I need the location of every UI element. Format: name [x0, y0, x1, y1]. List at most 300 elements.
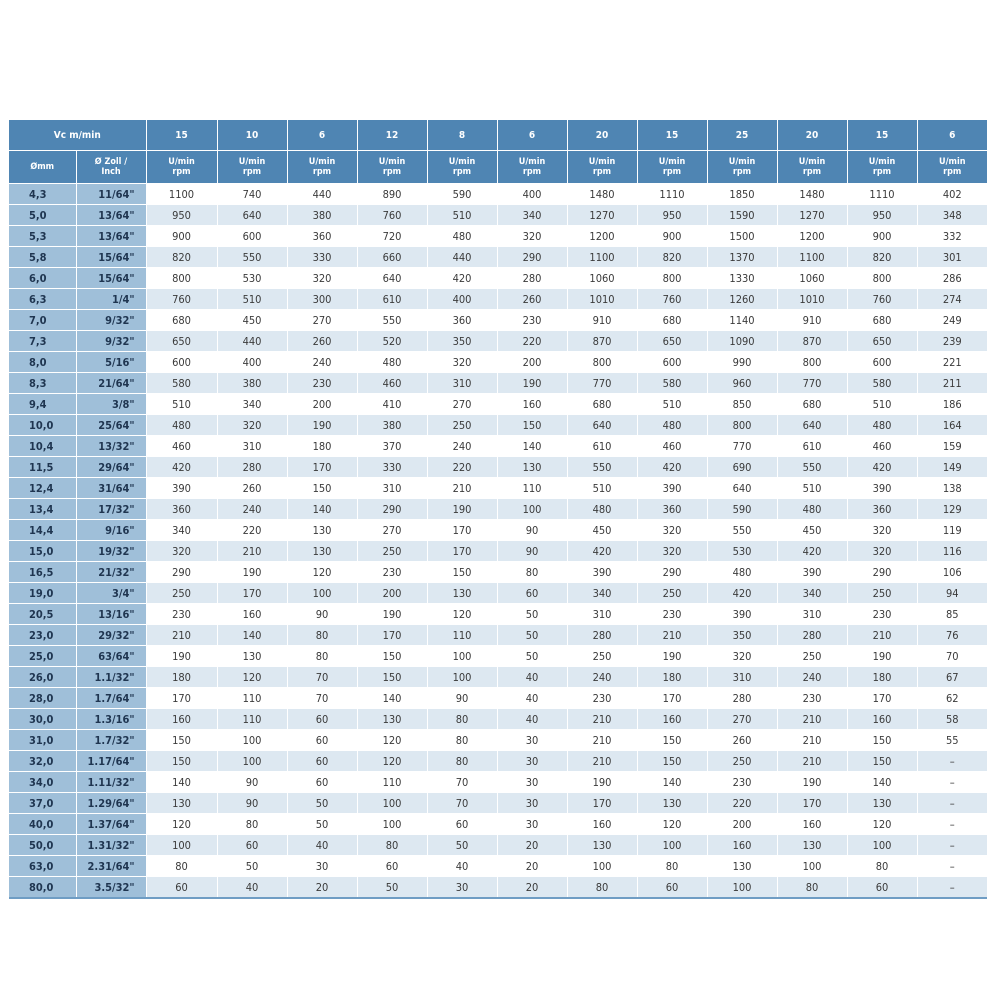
rpm-value-cell: 310 — [357, 478, 427, 499]
rpm-value-cell: 50 — [497, 646, 567, 667]
rpm-value-cell: 106 — [917, 562, 987, 583]
rpm-value-cell: 1060 — [567, 268, 637, 289]
rpm-value-cell: 70 — [427, 772, 497, 793]
speed-header: 6 — [497, 120, 567, 151]
rpm-value-cell: 550 — [567, 457, 637, 478]
table-row — [9, 184, 987, 205]
rpm-value-cell: 60 — [637, 877, 707, 899]
rpm-value-cell: 180 — [146, 667, 217, 688]
rpm-value-cell: 310 — [217, 436, 287, 457]
diameter-inch-cell: 3.5/32" — [76, 877, 146, 899]
diameter-mm-cell: 12,4 — [9, 478, 76, 499]
rpm-value-cell: 800 — [637, 268, 707, 289]
inch-column-header — [76, 151, 146, 184]
diameter-inch-cell: 2.31/64" — [76, 856, 146, 877]
rpm-value-cell: 249 — [917, 310, 987, 331]
rpm-value-cell: 170 — [287, 457, 357, 478]
rpm-value-cell: 140 — [847, 772, 917, 793]
table-row — [9, 709, 987, 730]
rpm-value-cell: 100 — [847, 835, 917, 856]
rpm-value-cell: 150 — [497, 415, 567, 436]
rpm-value-cell: 360 — [847, 499, 917, 520]
rpm-value-cell: 100 — [637, 835, 707, 856]
rpm-value-cell: 800 — [777, 352, 847, 373]
rpm-value-cell: 390 — [707, 604, 777, 625]
rpm-value-cell: 286 — [917, 268, 987, 289]
rpm-value-cell: 240 — [217, 499, 287, 520]
rpm-value-cell: 680 — [567, 394, 637, 415]
rpm-value-cell: 280 — [777, 625, 847, 646]
rpm-value-cell: 250 — [777, 646, 847, 667]
rpm-value-cell: 770 — [777, 373, 847, 394]
rpm-value-cell: 90 — [287, 604, 357, 625]
table-row — [9, 520, 987, 541]
diameter-inch-cell: 1.7/64" — [76, 688, 146, 709]
rpm-value-cell: 80 — [287, 646, 357, 667]
unit-header-line1: U/min — [518, 157, 546, 167]
rpm-value-cell: 190 — [217, 562, 287, 583]
diameter-inch-cell: 9/16" — [76, 520, 146, 541]
rpm-value-cell: 50 — [357, 877, 427, 899]
rpm-value-cell: 170 — [567, 793, 637, 814]
rpm-value-cell: 230 — [707, 772, 777, 793]
table-row — [9, 625, 987, 646]
rpm-value-cell: 149 — [917, 457, 987, 478]
diameter-mm-cell: 32,0 — [9, 751, 76, 772]
rpm-value-cell: 110 — [357, 772, 427, 793]
rpm-value-cell: 190 — [637, 646, 707, 667]
rpm-value-cell: 320 — [847, 520, 917, 541]
rpm-value-cell: 150 — [427, 562, 497, 583]
rpm-value-cell: 910 — [567, 310, 637, 331]
rpm-value-cell: 170 — [357, 625, 427, 646]
rpm-value-cell: 640 — [707, 478, 777, 499]
table-row — [9, 268, 987, 289]
diameter-inch-cell: 63/64" — [76, 646, 146, 667]
unit-header — [567, 151, 637, 184]
speed-header: 20 — [777, 120, 847, 151]
rpm-value-cell: 130 — [427, 583, 497, 604]
table-row — [9, 226, 987, 247]
rpm-value-cell: 1140 — [707, 310, 777, 331]
table-row — [9, 688, 987, 709]
rpm-value-cell: 60 — [287, 772, 357, 793]
diameter-inch-cell: 3/4" — [76, 583, 146, 604]
rpm-value-cell: 80 — [287, 625, 357, 646]
rpm-value-cell: 40 — [217, 877, 287, 899]
rpm-value-cell: 130 — [357, 709, 427, 730]
rpm-value-cell: 210 — [217, 541, 287, 562]
diameter-inch-cell: 29/64" — [76, 457, 146, 478]
rpm-table — [9, 120, 987, 899]
diameter-mm-cell: 34,0 — [9, 772, 76, 793]
rpm-value-cell: 348 — [917, 205, 987, 226]
rpm-value-cell: 100 — [427, 646, 497, 667]
rpm-value-cell: 90 — [497, 541, 567, 562]
rpm-value-cell: 1100 — [146, 184, 217, 205]
table-row — [9, 373, 987, 394]
rpm-value-cell: 510 — [777, 478, 847, 499]
unit-header — [217, 151, 287, 184]
rpm-value-cell: 310 — [567, 604, 637, 625]
rpm-value-cell: 170 — [427, 520, 497, 541]
rpm-value-cell: 210 — [427, 478, 497, 499]
unit-header-line2: rpm — [802, 167, 822, 177]
rpm-value-cell: 100 — [497, 499, 567, 520]
diameter-mm-cell: 31,0 — [9, 730, 76, 751]
rpm-value-cell: 130 — [707, 856, 777, 877]
diameter-mm-cell: 19,0 — [9, 583, 76, 604]
rpm-value-cell: 30 — [427, 877, 497, 899]
rpm-value-cell: 210 — [847, 625, 917, 646]
rpm-value-cell: 80 — [497, 562, 567, 583]
rpm-value-cell: 50 — [287, 793, 357, 814]
table-row — [9, 415, 987, 436]
unit-header-line2: rpm — [592, 167, 612, 177]
diameter-mm-cell: 80,0 — [9, 877, 76, 899]
rpm-value-cell: 360 — [427, 310, 497, 331]
rpm-value-cell: 138 — [917, 478, 987, 499]
rpm-value-cell: 950 — [637, 205, 707, 226]
rpm-value-cell: 230 — [637, 604, 707, 625]
rpm-value-cell: 90 — [217, 793, 287, 814]
rpm-value-cell: 320 — [637, 541, 707, 562]
diameter-inch-cell: 13/32" — [76, 436, 146, 457]
rpm-value-cell: 170 — [217, 583, 287, 604]
rpm-value-cell: 1200 — [567, 226, 637, 247]
rpm-value-cell: 580 — [847, 373, 917, 394]
rpm-value-cell: 1270 — [567, 205, 637, 226]
rpm-value-cell: 110 — [217, 688, 287, 709]
rpm-value-cell: 80 — [427, 709, 497, 730]
table-row — [9, 436, 987, 457]
table-row — [9, 583, 987, 604]
rpm-value-cell: 400 — [427, 289, 497, 310]
table-row — [9, 289, 987, 310]
rpm-value-cell: 270 — [287, 310, 357, 331]
rpm-value-cell: 150 — [847, 730, 917, 751]
rpm-value-cell: 85 — [917, 604, 987, 625]
rpm-value-cell: 40 — [497, 688, 567, 709]
rpm-value-cell: 870 — [567, 331, 637, 352]
rpm-value-cell: 120 — [357, 730, 427, 751]
rpm-value-cell: 164 — [917, 415, 987, 436]
rpm-value-cell: 250 — [567, 646, 637, 667]
unit-header-line1: U/min — [238, 157, 266, 167]
rpm-value-cell: – — [917, 835, 987, 856]
rpm-value-cell: 70 — [917, 646, 987, 667]
unit-header-line1: U/min — [658, 157, 686, 167]
rpm-value-cell: 650 — [637, 331, 707, 352]
rpm-value-cell: 450 — [777, 520, 847, 541]
cutting-speed-row — [9, 120, 987, 151]
rpm-value-cell: 850 — [707, 394, 777, 415]
inch-header-line2: Inch — [101, 167, 121, 177]
rpm-value-cell: 480 — [847, 415, 917, 436]
rpm-value-cell: 140 — [146, 772, 217, 793]
rpm-value-cell: 210 — [567, 730, 637, 751]
rpm-value-cell: 290 — [847, 562, 917, 583]
rpm-value-cell: 180 — [847, 667, 917, 688]
rpm-value-cell: 58 — [917, 709, 987, 730]
table-row — [9, 352, 987, 373]
rpm-value-cell: 40 — [287, 835, 357, 856]
rpm-value-cell: 680 — [777, 394, 847, 415]
rpm-value-cell: 510 — [146, 394, 217, 415]
diameter-inch-cell: 19/32" — [76, 541, 146, 562]
rpm-value-cell: 510 — [847, 394, 917, 415]
table-row — [9, 331, 987, 352]
unit-header-line2: rpm — [312, 167, 332, 177]
table-row — [9, 394, 987, 415]
rpm-value-cell: 80 — [427, 751, 497, 772]
rpm-value-cell: 340 — [217, 394, 287, 415]
table-row — [9, 310, 987, 331]
rpm-value-cell: 170 — [146, 688, 217, 709]
unit-header — [146, 151, 217, 184]
rpm-value-cell: 290 — [497, 247, 567, 268]
rpm-value-cell: 159 — [917, 436, 987, 457]
diameter-mm-cell: 5,3 — [9, 226, 76, 247]
rpm-value-cell: 130 — [217, 646, 287, 667]
rpm-value-cell: 460 — [357, 373, 427, 394]
rpm-value-cell: 1100 — [777, 247, 847, 268]
rpm-value-cell: 150 — [637, 751, 707, 772]
rpm-value-cell: 50 — [427, 835, 497, 856]
diameter-inch-cell: 1.17/64" — [76, 751, 146, 772]
diameter-mm-cell: 23,0 — [9, 625, 76, 646]
rpm-value-cell: 1590 — [707, 205, 777, 226]
rpm-value-cell: 270 — [707, 709, 777, 730]
diameter-mm-cell: 10,4 — [9, 436, 76, 457]
rpm-value-cell: 990 — [707, 352, 777, 373]
rpm-value-cell: 67 — [917, 667, 987, 688]
diameter-inch-cell: 1.3/16" — [76, 709, 146, 730]
rpm-value-cell: 200 — [357, 583, 427, 604]
rpm-value-cell: 310 — [427, 373, 497, 394]
rpm-value-cell: 230 — [357, 562, 427, 583]
table-row — [9, 814, 987, 835]
rpm-value-cell: 460 — [637, 436, 707, 457]
rpm-value-cell: 150 — [637, 730, 707, 751]
rpm-value-cell: 460 — [146, 436, 217, 457]
rpm-value-cell: 20 — [287, 877, 357, 899]
rpm-value-cell: 190 — [287, 415, 357, 436]
rpm-value-cell: 140 — [217, 625, 287, 646]
rpm-value-cell: 390 — [567, 562, 637, 583]
rpm-value-cell: 390 — [777, 562, 847, 583]
speed-header: 8 — [427, 120, 497, 151]
rpm-value-cell: 480 — [567, 499, 637, 520]
rpm-value-cell: 330 — [287, 247, 357, 268]
rpm-value-cell: 30 — [497, 793, 567, 814]
table-row — [9, 457, 987, 478]
rpm-value-cell: – — [917, 877, 987, 899]
unit-header-line1: U/min — [448, 157, 476, 167]
speed-header: 6 — [917, 120, 987, 151]
diameter-mm-cell: 37,0 — [9, 793, 76, 814]
rpm-value-cell: 800 — [567, 352, 637, 373]
rpm-value-cell: 260 — [217, 478, 287, 499]
rpm-value-cell: 320 — [707, 646, 777, 667]
table-row — [9, 562, 987, 583]
rpm-value-cell: 221 — [917, 352, 987, 373]
unit-header-line2: rpm — [172, 167, 191, 177]
speed-header: 10 — [217, 120, 287, 151]
unit-header-line1: U/min — [378, 157, 406, 167]
unit-header-line1: U/min — [798, 157, 826, 167]
unit-header — [777, 151, 847, 184]
unit-header-line1: U/min — [939, 157, 966, 167]
rpm-value-cell: – — [917, 751, 987, 772]
rpm-value-cell: 820 — [847, 247, 917, 268]
rpm-value-cell: 310 — [777, 604, 847, 625]
rpm-value-cell: 180 — [287, 436, 357, 457]
rpm-value-cell: 130 — [637, 793, 707, 814]
speed-header: 15 — [847, 120, 917, 151]
diameter-mm-cell: 50,0 — [9, 835, 76, 856]
rpm-value-cell: 200 — [287, 394, 357, 415]
diameter-mm-cell: 30,0 — [9, 709, 76, 730]
rpm-value-cell: 220 — [427, 457, 497, 478]
rpm-value-cell: 150 — [146, 730, 217, 751]
rpm-value-cell: 50 — [497, 625, 567, 646]
rpm-value-cell: 390 — [637, 478, 707, 499]
rpm-value-cell: 680 — [847, 310, 917, 331]
rpm-value-cell: 190 — [497, 373, 567, 394]
diameter-mm-cell: 7,3 — [9, 331, 76, 352]
diameter-inch-cell: 13/64" — [76, 226, 146, 247]
diameter-mm-cell: 63,0 — [9, 856, 76, 877]
unit-header-line2: rpm — [732, 167, 752, 177]
rpm-value-cell: 290 — [637, 562, 707, 583]
rpm-value-cell: 760 — [847, 289, 917, 310]
rpm-value-cell: 70 — [287, 667, 357, 688]
rpm-value-cell: 20 — [497, 835, 567, 856]
rpm-value-cell: 110 — [427, 625, 497, 646]
rpm-value-cell: 140 — [637, 772, 707, 793]
rpm-value-cell: 340 — [146, 520, 217, 541]
rpm-value-cell: 1850 — [707, 184, 777, 205]
rpm-value-cell: 1480 — [567, 184, 637, 205]
rpm-value-cell: 320 — [146, 541, 217, 562]
rpm-value-cell: 120 — [146, 814, 217, 835]
rpm-value-cell: 190 — [146, 646, 217, 667]
rpm-value-cell: 760 — [637, 289, 707, 310]
rpm-value-cell: 900 — [847, 226, 917, 247]
rpm-value-cell: 100 — [357, 793, 427, 814]
rpm-value-cell: 510 — [637, 394, 707, 415]
rpm-value-cell: 186 — [917, 394, 987, 415]
unit-header-line1: U/min — [168, 157, 195, 167]
rpm-value-cell: 200 — [707, 814, 777, 835]
rpm-value-cell: 160 — [847, 709, 917, 730]
rpm-value-cell: 270 — [427, 394, 497, 415]
rpm-value-cell: 80 — [567, 877, 637, 899]
diameter-mm-cell: 5,8 — [9, 247, 76, 268]
rpm-value-cell: 180 — [637, 667, 707, 688]
rpm-value-cell: 510 — [217, 289, 287, 310]
rpm-value-cell: 170 — [847, 688, 917, 709]
rpm-value-cell: 340 — [777, 583, 847, 604]
diameter-mm-cell: 15,0 — [9, 541, 76, 562]
rpm-value-cell: 450 — [567, 520, 637, 541]
diameter-inch-cell: 25/64" — [76, 415, 146, 436]
rpm-value-cell: 301 — [917, 247, 987, 268]
diameter-mm-cell: 8,3 — [9, 373, 76, 394]
rpm-value-cell: 380 — [287, 205, 357, 226]
table-row — [9, 541, 987, 562]
rpm-value-cell: 440 — [427, 247, 497, 268]
rpm-value-cell: – — [917, 856, 987, 877]
rpm-value-cell: 250 — [637, 583, 707, 604]
rpm-value-cell: 390 — [847, 478, 917, 499]
diameter-inch-cell: 11/64" — [76, 184, 146, 205]
rpm-value-cell: 360 — [637, 499, 707, 520]
diameter-inch-cell: 21/64" — [76, 373, 146, 394]
rpm-value-cell: 510 — [567, 478, 637, 499]
rpm-value-cell: 640 — [567, 415, 637, 436]
table-row — [9, 478, 987, 499]
rpm-value-cell: 350 — [427, 331, 497, 352]
rpm-value-cell: 220 — [707, 793, 777, 814]
rpm-value-cell: 170 — [427, 541, 497, 562]
rpm-value-cell: 310 — [707, 667, 777, 688]
rpm-value-cell: 50 — [287, 814, 357, 835]
rpm-value-cell: 950 — [847, 205, 917, 226]
diameter-inch-cell: 3/8" — [76, 394, 146, 415]
rpm-value-cell: 370 — [357, 436, 427, 457]
rpm-value-cell: 290 — [357, 499, 427, 520]
speed-header: 6 — [287, 120, 357, 151]
diameter-inch-cell: 1.7/32" — [76, 730, 146, 751]
rpm-value-cell: 220 — [217, 520, 287, 541]
rpm-value-cell: 211 — [917, 373, 987, 394]
rpm-value-cell: 150 — [146, 751, 217, 772]
rpm-value-cell: 600 — [217, 226, 287, 247]
rpm-value-cell: 150 — [357, 667, 427, 688]
rpm-value-cell: 160 — [637, 709, 707, 730]
rpm-value-cell: 60 — [217, 835, 287, 856]
rpm-value-cell: 90 — [427, 688, 497, 709]
unit-header-line1: U/min — [588, 157, 616, 167]
diameter-inch-cell: 1.29/64" — [76, 793, 146, 814]
rpm-value-cell: 1480 — [777, 184, 847, 205]
rpm-value-cell: 160 — [567, 814, 637, 835]
rpm-value-cell: 390 — [146, 478, 217, 499]
rpm-value-cell: 270 — [357, 520, 427, 541]
rpm-value-cell: 240 — [777, 667, 847, 688]
rpm-value-cell: 600 — [637, 352, 707, 373]
rpm-value-cell: 120 — [847, 814, 917, 835]
rpm-value-cell: 160 — [497, 394, 567, 415]
rpm-value-cell: 70 — [427, 793, 497, 814]
rpm-value-cell: 550 — [217, 247, 287, 268]
diameter-inch-cell: 31/64" — [76, 478, 146, 499]
unit-header-line2: rpm — [662, 167, 682, 177]
rpm-value-cell: 320 — [217, 415, 287, 436]
rpm-value-cell: 210 — [567, 709, 637, 730]
rpm-value-cell: 130 — [497, 457, 567, 478]
rpm-value-cell: 100 — [707, 877, 777, 899]
rpm-value-cell: 20 — [497, 877, 567, 899]
rpm-value-cell: 70 — [287, 688, 357, 709]
rpm-value-cell: 230 — [847, 604, 917, 625]
rpm-value-cell: 680 — [146, 310, 217, 331]
rpm-value-cell: 480 — [357, 352, 427, 373]
rpm-value-cell: 120 — [637, 814, 707, 835]
rpm-value-cell: 130 — [287, 541, 357, 562]
